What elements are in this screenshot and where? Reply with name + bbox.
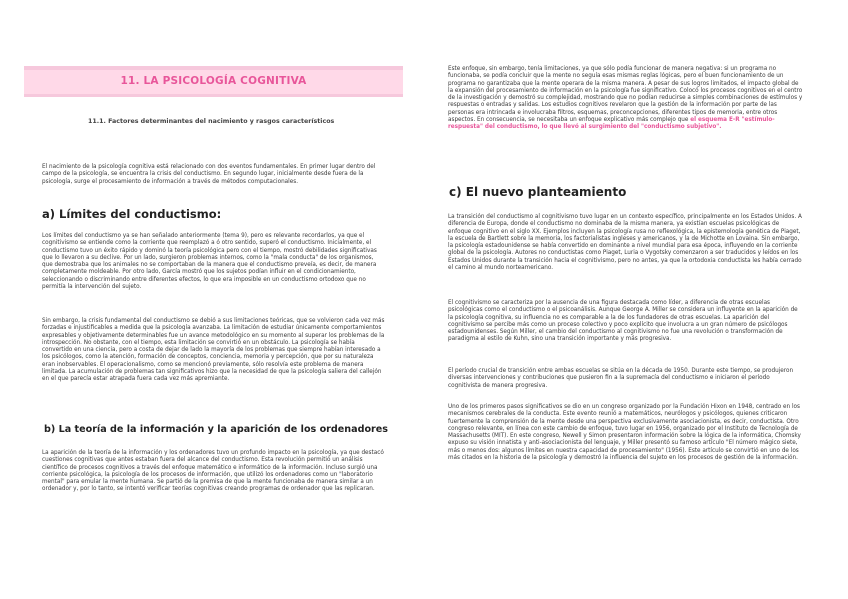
cognitive-paragraph-text: Este enfoque, sin embargo, tenía limitaciones, ya que sólo podía funcionar de manera negativa: si un programa no funcionaba, se podía concluir que la mente no seguía esas mismas reglas lógicas, pero el buen funcionamiento de un programa no garantizaba que la mente operara de la misma manera. A pesar de sus logros limitados, el impacto global de la expansión del procesamiento de información en la psicología fue significativo. Colocó los procesos cognitivos en el centro de la investigación y demostró su complejidad, mostrando que no podían reducirse a simples combinaciones de estímulos y respuestas o entradas y salidas. Los estudios cognitivos revelaron que la gestión de la información por parte de las personas era intrincada e involucraba filtros, esquemas, preconcepciones, diferentes tipos de memoria, entre otros aspectos. En consecuencia, se necesitaba un enfoque explicativo más complejo que <box>448 66 803 124</box>
title-banner <box>24 66 403 97</box>
approach-paragraph-4: Uno de los primeros pasos significativos se dio en un congreso organizado por la Fundación Hixon en 1948, centrado en los mecanismos cerebrales de la conducta. Este evento reunió a matemáticos, neurólogos y psicólogos, quienes criticaron fuertemente la comprensión de la mente desde una perspectiva exclusivamente asociacionista, es decir, conductista. Otro congreso relevante, en línea con este cambio de enfoque, tuvo lugar en 1956, organizado por el Instituto de Tecnología de Massachusetts (MIT). En este congreso, Newell y Simon presentaron información sobre la lógica de la informática, Chomsky expuso su visión innatista y anti-asociacionista del lenguaje, y Miller presentó su famoso artículo "El número mágico siete, más o menos dos: algunos límites en nuestra capacidad de procesamiento" (1956). Este artículo se convirtió en uno de los más citados en la historia de la psicología y demostró la influencia del sujeto en los procesos de gestión de la información. <box>448 404 801 462</box>
limits-paragraph-2: Sin embargo, la crisis fundamental del conductismo se debió a sus limitaciones teóricas, que se volvieron cada vez más forzadas e injustificables a medida que la psicología avanzaba. La limitación de estudiar únicamente comportamientos expresables y objetivamente determinables fue un avance metodológico en su momento al superar los problemas de la introspección. No obstante, con el tiempo, esta limitación se convirtió en un obstáculo. La psicología se había convertido en una ciencia, pero a costa de dejar de lado la mayoría de los problemas que siempre habían interesado a los psicólogos, como la atención, formación de conceptos, conciencia, memoria y percepción, que por su naturaleza eran inobservables. El operacionalismo, como se mencionó previamente, sólo resolvía este problema de manera limitada. La acumulación de problemas tan significativos hizo que la necesidad de que la psicología saliera del callejón en el que parecía estar atrapada fuera cada vez más apremiante. <box>42 318 385 383</box>
limits-paragraph-1: Los límites del conductismo ya se han señalado anteriormente (tema 9), pero es relevante recordarlos, ya que el cognitivismo se entiende como la corriente que reemplazó a ó otro sentido, superó el conductismo. Inicialmente, el conductismo tuvo un éxito rápido y dominó la teoría psicológica pero con el tiempo, mostró debilidades significativas que lo llevaron a su declive. Por un lado, surgieron problemas internos, como la "mala conducta" de los organismos, que demostraba que los animales no se comportaban de la manera que el conductismo preveía, es decir, de manera completamente moldeable. Por otro lado, García mostró que los sujetos podían influir en el condicionamiento, seleccionando o discriminando entre diferentes efectos, lo que era imposible en un conductismo ortodoxo que no permitía la intervención del sujeto. <box>42 233 377 291</box>
cognitive-paragraph <box>448 66 804 132</box>
heading-limits-behaviorism: a) Límites del conductismo: <box>42 207 222 221</box>
information-paragraph: La aparición de la teoría de la información y los ordenadores tuvo un profundo impacto en la psicología, ya que destacó cuestiones cognitivas que antes estaban fuera del alcance del conductismo. Esta revolución permitió un análisis científico de procesos cognitivos a través del enfoque matemático e informático de la información. Incluso surgió una corriente psicológica, la psicología de los procesos de información, que utilizó los ordenadores como un "laboratorio mental" para emular la mente humana. Se partió de la premisa de que la mente funcionaba de manera similar a un ordenador y, por lo tanto, se intentó verificar teorías cognitivas creando programas de ordenador que las replicaran. <box>42 450 384 493</box>
approach-paragraph-3: El período crucial de transición entre ambas escuelas se sitúa en la década de 1950. Durante este tiempo, se produjeron diversas intervenciones y contribuciones que pusieron fin a la supremacía del conductismo e iniciaron el período cognitivista de manera progresiva. <box>448 368 794 389</box>
approach-paragraph-2: El cognitivismo se caracteriza por la ausencia de una figura destacada como líder, a diferencia de otras escuelas psicológicas como el conductismo o el psicoanálisis. Aunque George A. Miller se considera un influyente en la aparición de la psicología cognitiva, su influencia no es comparable a la de los fundadores de otras escuelas. La aparición del cognitivismo se percibe más como un proceso colectivo y poco explícito que involucra a un gran número de psicólogos estadounidenses. Según Miller, el cambio del conductismo al cognitivismo no fue una revolución o transformación de paradigma al estilo de Kuhn, sino una transición importante y más progresiva. <box>448 300 798 343</box>
approach-paragraph-1: La transición del conductismo al cognitivismo tuvo lugar en un contexto específico, principalmente en los Estados Unidos. A diferencia de Europa, donde el conductismo no dominaba de la misma manera, ya existían escuelas psicológicas de enfoque cognitivo en el siglo XX. Ejemplos incluyen la psicología rusa no reflexológica, la epistemología genética de Piaget, la escuela de Bartlett sobre la memoria, los factorialistas ingleses y americanos, y la de Michotte en Lovaina. Sin embargo, la psicología estadounidense se había convertido en dominante a nivel mundial para esa época, influyendo en la corriente global de la psicología. Autores no conductistas como Piaget, Luria o Vygotsky comenzaron a ser traducidos y leídos en los Estados Unidos durante la transición hacia el cognitivismo, pero no antes, ya que la ortodoxia conductista les había cerrado el camino al mundo norteamericano. <box>448 214 802 272</box>
intro-paragraph: El nacimiento de la psicología cognitiva está relacionado con dos eventos fundamentales. En primer lugar dentro del campo de la psicología, se encuentra la crisis del conductismo. En segundo lugar, inicialmente desde fuera de la psicología, surge el procesamiento de información a través de métodos computacionales. <box>42 164 376 185</box>
subsection-title: 11.1. Factores determinantes del nacimiento y rasgos característicos <box>88 118 335 125</box>
highlighted-text: el esquema E-R "estímulo-respuesta" del conductismo, lo que llevó al surgimiento del "conductismo subjetivo". <box>448 117 775 131</box>
chapter-title: 11. LA PSICOLOGÍA COGNITIVA <box>120 75 307 87</box>
heading-information-theory: b) La teoría de la información y la aparición de los ordenadores <box>44 424 388 435</box>
heading-new-approach: c) El nuevo planteamiento <box>449 185 627 199</box>
